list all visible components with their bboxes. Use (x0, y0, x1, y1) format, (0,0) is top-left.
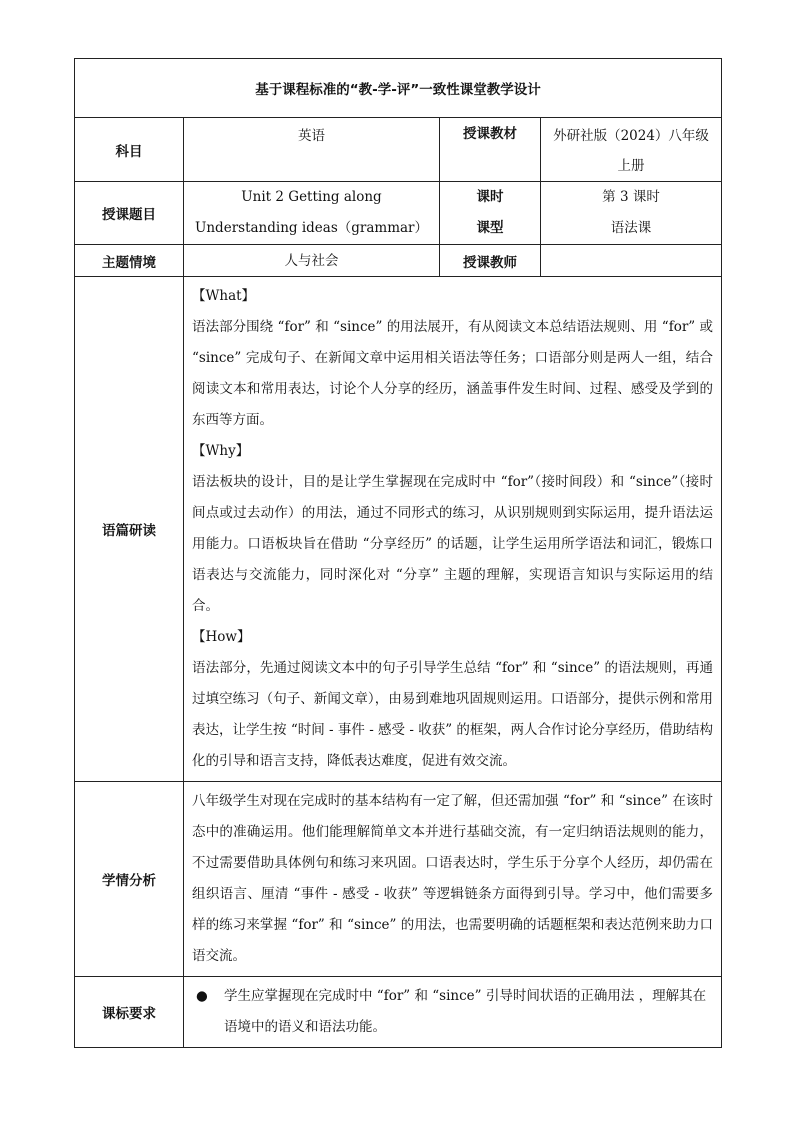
subject-label: 科目 (75, 118, 184, 182)
material-value (541, 118, 722, 182)
period-label: 课时 (476, 189, 504, 205)
text-study-row (75, 277, 722, 782)
type-label: 课型 (476, 220, 504, 236)
topic-value (184, 182, 440, 245)
period-value: 第 3 课时 (602, 189, 660, 205)
why-heading: 【Why】 (192, 443, 250, 459)
what-heading: 【What】 (192, 288, 256, 304)
material-value-line1: 外研社版（2024）八年级 (553, 128, 709, 144)
standard-list-item (192, 981, 713, 1043)
context-row (75, 245, 722, 277)
topic-line2: Understanding ideas（grammar） (194, 220, 428, 236)
type-value: 语法课 (610, 220, 652, 236)
period-type-values (541, 182, 722, 245)
lesson-plan-table (74, 58, 722, 1048)
subject-value: 英语 (184, 118, 440, 182)
standard-text: 学生应掌握现在完成时中 “for” 和 “since” 引导时间状语的正确用法 ，理解其在语境中的语义和语法功能。 (224, 988, 707, 1035)
learner-analysis-row (75, 782, 722, 977)
teacher-label: 授课教师 (440, 245, 541, 277)
what-text: 语法部分围绕 “for” 和 “since” 的用法展开，有从阅读文本总结语法规则、用 “for” 或 “since” 完成句子、在新闻文章中运用相关语法等任务；口语部分则是两人一组，结合阅读文本和常用表达，讨论个人分享的经历，涵盖事件发生时间、过程、感受及学到的东西等方面。 (192, 319, 714, 428)
topic-label: 授课题目 (75, 182, 184, 245)
learner-analysis-label: 学情分析 (75, 782, 184, 977)
text-study-label: 语篇研读 (75, 277, 184, 782)
why-text: 语法板块的设计，目的是让学生掌握现在完成时中 “for”（接时间段）和 “since”（接时间点或过去动作）的用法，通过不同形式的练习，从识别规则到实际运用，提升语法运用能力。口语板块旨在借助 “分享经历” 的话题，让学生运用所学语法和词汇，锻炼口语表达与交流能力，同时深化对 “分享” 主题的理解，实现语言知识与实际运用的结合。 (192, 474, 714, 614)
topic-line1: Unit 2 Getting along (241, 189, 382, 205)
context-label: 主题情境 (75, 245, 184, 277)
subject-row (75, 118, 722, 182)
learner-analysis-paragraph: 八年级学生对现在完成时的基本结构有一定了解，但还需加强 “for” 和 “since” 在该时态中的准确运用。他们能理解简单文本并进行基础交流，有一定归纳语法规则的能力，不过需要借助具体例句和练习来巩固。口语表达时，学生乐于分享个人经历，却仍需在组织语言、厘清 “事件 - 感受 - 收获” 等逻辑链条方面得到引导。学习中，他们需要多样的练习来掌握 “for” 和 “since” 的用法，也需要明确的话题框架和表达范例来助力口语交流。 (192, 793, 714, 964)
topic-row (75, 182, 722, 245)
standard-label: 课标要求 (75, 977, 184, 1048)
bullet-icon: ● (196, 988, 208, 1004)
page-title: 基于课程标准的“教-学-评”一致性课堂教学设计 (75, 59, 722, 118)
how-text: 语法部分，先通过阅读文本中的句子引导学生总结 “for” 和 “since” 的语法规则，再通过填空练习（句子、新闻文章），由易到难地巩固规则运用。口语部分，提供示例和常用表达，让学生按 “时间 - 事件 - 感受 - 收获” 的框架，两人合作讨论分享经历，借助结构化的引导和语言支持，降低表达难度，促进有效交流。 (192, 660, 714, 769)
standard-row (75, 977, 722, 1048)
standard-content (184, 977, 722, 1048)
learner-analysis-text (184, 782, 722, 977)
material-label: 授课教材 (440, 118, 541, 182)
title-row (75, 59, 722, 118)
period-type-labels (440, 182, 541, 245)
context-value: 人与社会 (184, 245, 440, 277)
teacher-value (541, 245, 722, 277)
how-heading: 【How】 (192, 629, 251, 645)
material-value-line2: 上册 (617, 158, 645, 174)
text-study-content (184, 277, 722, 782)
